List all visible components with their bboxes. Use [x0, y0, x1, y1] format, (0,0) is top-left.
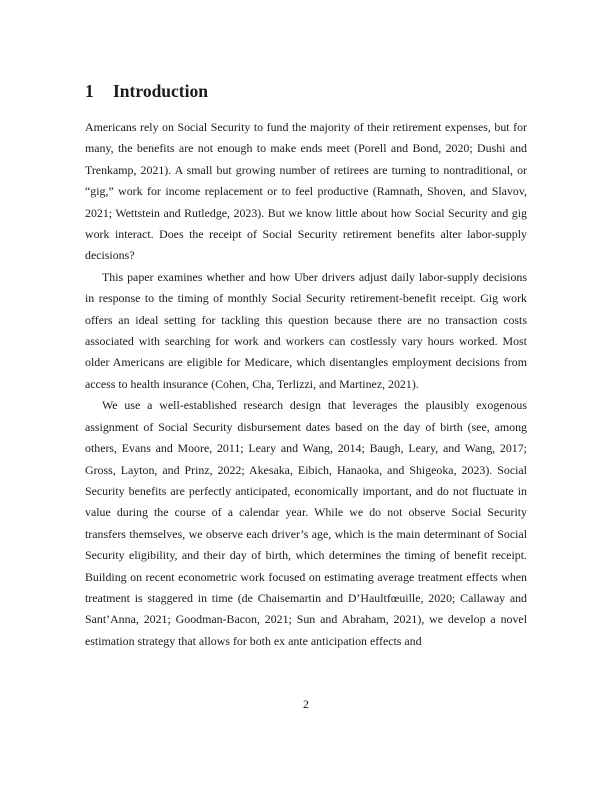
section-heading: [85, 80, 208, 102]
page-number: 2: [303, 697, 309, 711]
body-text: [85, 117, 527, 652]
paragraph-3: We use a well-established research design that leverages the plausibly exogenous assignment of Social Security disbursement dates based on the day of birth (see, among others, Evans and Moore, 2011; Leary and Wang, 2014; Baugh, Leary, and Wang, 2017; Gross, Layton, and Prinz, 2022; Akesaka, Eibich, Hanaoka, and Shigeoka, 2023). Social Security benefits are perfectly anticipated, economically important, and do not fluctuate in value during the course of a calendar year. While we do not observe Social Security transfers themselves, we observe each driver’s age, which is the main determinant of Social Security eligibility, and their day of birth, which determines the timing of benefit receipt. Building on recent econometric work focused on estimating average treatment effects when treatment is staggered in time (de Chaisemartin and D’Haultfœuille, 2020; Callaway and Sant’Anna, 2021; Goodman-Bacon, 2021; Sun and Abraham, 2021), we develop a novel estimation strategy that allows for both ex ante anticipation effects and: [85, 398, 527, 648]
paragraph-1: Americans rely on Social Security to fund the majority of their retirement expenses, but for many, the benefits are not enough to make ends meet (Porell and Bond, 2020; Dushi and Trenkamp, 2021). A small but growing number of retirees are turning to nontraditional, or “gig,” work for income replacement or to feel productive (Ramnath, Shoven, and Slavov, 2021; Wettstein and Rutledge, 2023). But we know little about how Social Security and gig work interact. Does the receipt of Social Security retirement benefits alter labor-supply decisions?: [85, 120, 527, 263]
section-number: 1: [85, 81, 94, 101]
section-title: Introduction: [113, 81, 208, 101]
paragraph-2: This paper examines whether and how Uber drivers adjust daily labor-supply decisions in response to the timing of monthly Social Security retirement-benefit receipt. Gig work offers an ideal setting for tackling this question because there are no transaction costs associated with searching for work and workers can costlessly vary hours worked. Most older Americans are eligible for Medicare, which disentangles employment decisions from access to health insurance (Cohen, Cha, Terlizzi, and Martinez, 2021).: [85, 269, 527, 391]
